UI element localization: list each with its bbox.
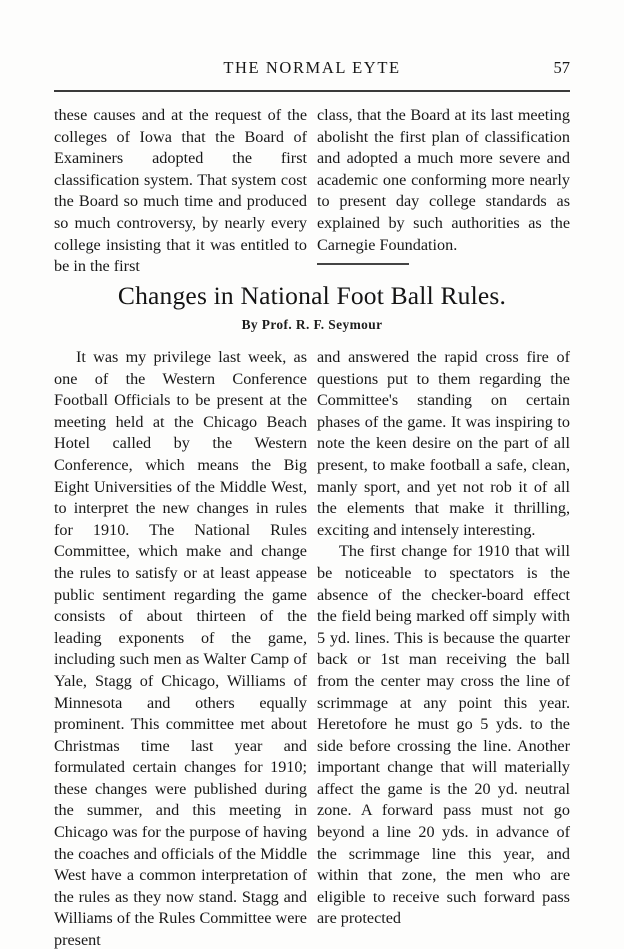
running-head-title: THE NORMAL EYTE [223,58,401,77]
article-title: Changes in National Foot Ball Rules. [117,281,507,310]
page-number: 57 [553,58,570,77]
continued-right-paragraph: class, that the Board at its last meeting abolisht the first plan of classification and adopted a much more severe and academic one conforming more nearly to present day college standards as explained by such authorities as the Carnegie Foundation. [317,106,570,254]
article-byline: By Prof. R. F. Seymour [241,317,383,332]
article-right-column [317,347,570,930]
continued-right-column [317,105,570,256]
article-right-paragraph-1: and answered the rapid cross fire of questions put to them regarding the Committee's standing on certain phases of the game. It was inspiring to note the keen desire on the part of all present, to make football a safe, clean, manly sport, and yet not rob it of all the elements that make it thrilling, exciting and intensely interesting. [317,348,570,539]
continued-section [54,105,570,276]
header-rule [54,90,570,92]
article-left-column [54,347,307,952]
continued-left-paragraph: these causes and at the request of the colleges of Iowa that the Board of Examiners adopted the first classification system. That system cost the Board so much time and produced so much controversy, by nearly every college insisting that it was entitled to be in the first [54,106,307,276]
article-left-paragraph: It was my privilege last week, as one of the Western Conference Football Officials to be present at the meeting held at the Chicago Beach Hotel called by the Western Conference, which means the Big Eight Universities of the Middle West, to interpret the new changes in rules for 1910. The National Rules Committee, which make and change the rules to satisfy or at least appease public sentiment regarding the game consists of about thirteen of the leading exponents of the game, including such men as Walter Camp of Yale, Stagg of Chicago, Williams of Minnesota and others equally prominent. This committee met about Christmas time last year and formulated certain changes for 1910; these changes were published during the summer, and this meeting in Chicago was for the purpose of having the coaches and officials of the Middle West have a common interpretation of the rules as they now stand. Stagg and Williams of the Rules Committee were present [54,348,307,950]
article-body [54,347,570,950]
section-divider-rule [317,263,409,265]
running-head [54,58,570,82]
continued-left-column [54,105,307,278]
article-right-paragraph-2: The first change for 1910 that will be noticeable to spectators is the absence of the checker-board effect the field being marked off simply with 5 yd. lines. This is because the quarter back or 1st man receiving the ball from the center may cross the line of scrimmage at any point this year. Heretofore he must go 5 yds. to the side before crossing the line. Another important change that will materially affect the game is the 20 yd. neutral zone. A forward pass must not go beyond a line 20 yds. in advance of the scrimmage line this year, and within that zone, the men who are eligible to receive such forward pass are protected [317,542,570,928]
